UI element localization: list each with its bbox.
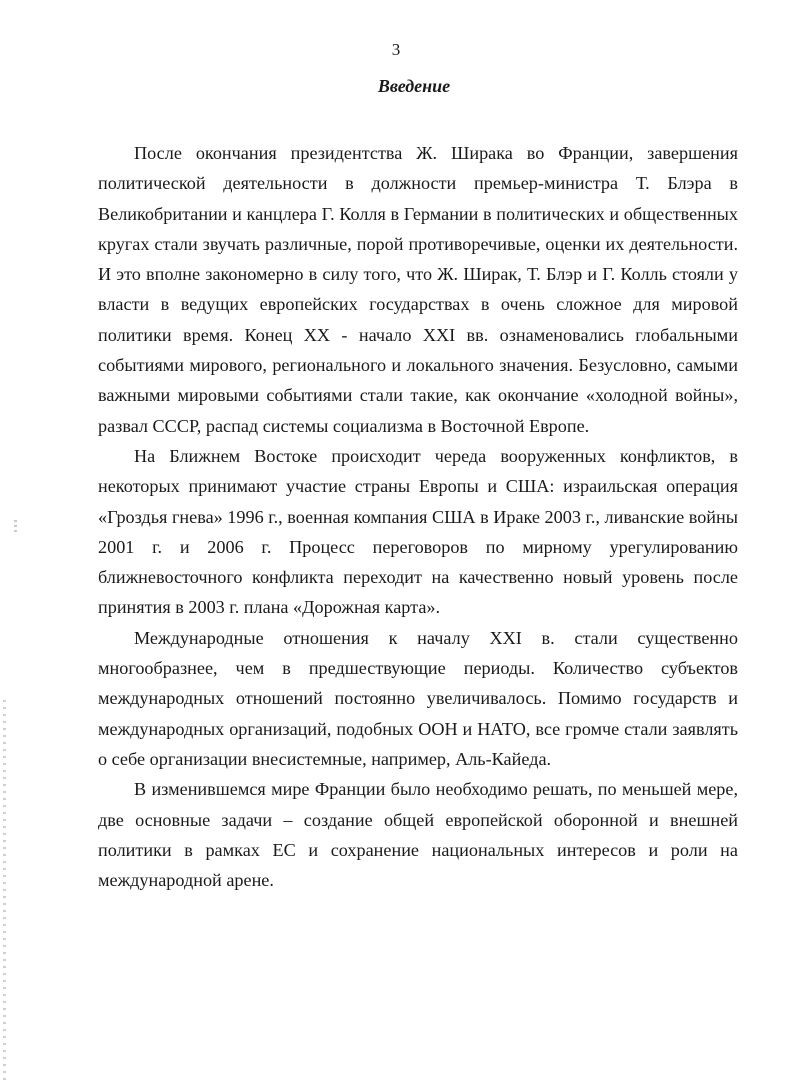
body-text [98, 138, 738, 895]
scan-edge-artifact [3, 700, 6, 1080]
page-number: 3 [391, 40, 401, 59]
paragraph: На Ближнем Востоке происходит череда вооруженных конфликтов, в некоторых принимают участие страны Европы и США: израильская операция «Гроздья гнева» 1996 г., военная компания США в Ираке 2003 г., ливанские войны 2001 г. и 2006 г. Процесс переговоров по мирному урегулированию ближневосточного конфликта переходит на качественно новый уровень после принятия в 2003 г. плана «Дорожная карта». [98, 445, 738, 618]
paragraph: После окончания президентства Ж. Ширака во Франции, завершения политической деятельности в должности премьер-министра Т. Блэра в Великобритании и канцлера Г. Колля в Германии в политических и общественных кругах стали звучать различные, порой противоречивые, оценки их деятельности. И это вполне закономерно в силу того, что Ж. Ширак, Т. Блэр и Г. Колль стояли у власти в ведущих европейских государствах в очень сложное для мировой политики время. Конец XX - начало XXI вв. ознаменовались глобальными событиями мирового, регионального и локального значения. Безусловно, самыми важными мировыми событиями стали такие, как окончание «холодной войны», развал СССР, распад системы социализма в Восточной Европе. [98, 143, 738, 436]
scan-speck-artifact [14, 520, 17, 534]
paragraph: В изменившемся мире Франции было необходимо решать, по меньшей мере, две основные задачи – создание общей европейской оборонной и внешней политики в рамках ЕС и сохранение национальных интересов и роли на международной арене. [98, 779, 738, 891]
paragraph: Международные отношения к началу XXI в. стали существенно многообразнее, чем в предшествующие периоды. Количество субъектов международных отношений постоянно увеличивалось. Помимо государств и международных организаций, подобных ООН и НАТО, все громче стали заявлять о себе организации внесистемные, например, Аль-Кайеда. [98, 627, 738, 769]
section-title: Введение [377, 76, 451, 96]
